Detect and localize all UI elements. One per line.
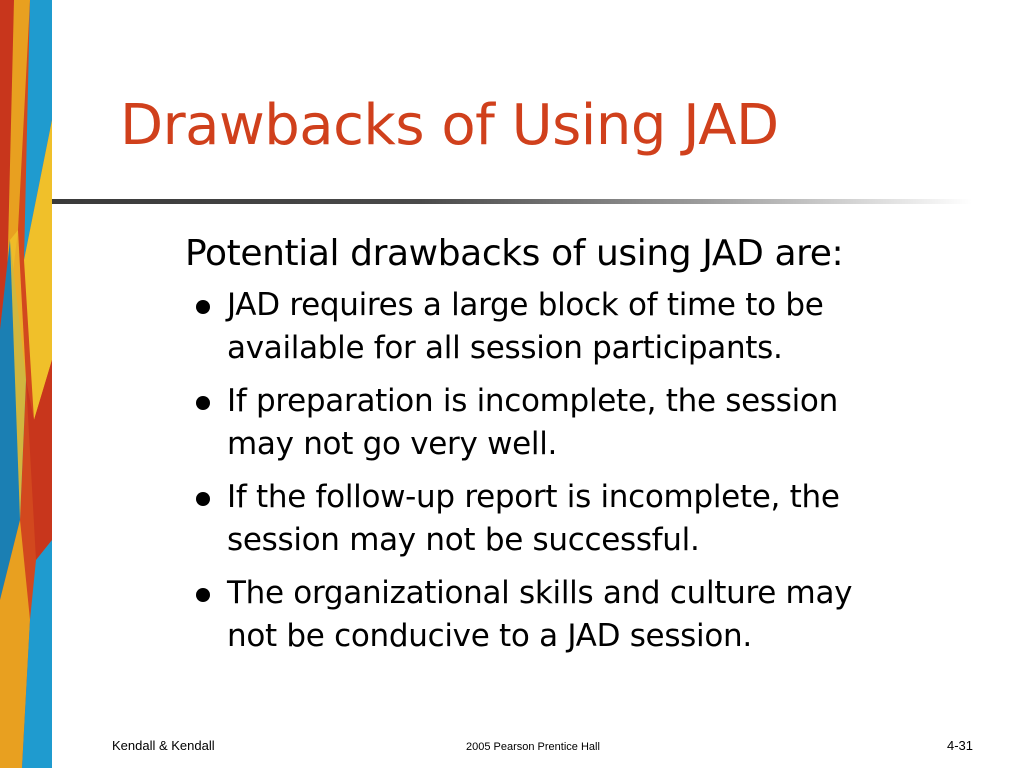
bullet-text: The organizational skills and culture may not be conducive to a JAD session.: [227, 575, 853, 654]
list-item: [185, 476, 975, 562]
bullet-dot-icon: [196, 492, 210, 506]
bullet-list: [185, 284, 975, 658]
bullet-dot-icon: [196, 588, 210, 602]
intro-text: Potential drawbacks of using JAD are:: [185, 233, 844, 274]
title-divider: [52, 199, 972, 204]
bullet-text: If the follow-up report is incomplete, the session may not be successful.: [227, 479, 840, 558]
bullet-text: JAD requires a large block of time to be available for all session participants.: [227, 287, 824, 366]
list-item: [185, 284, 975, 370]
list-item: [185, 572, 975, 658]
decorative-woven-strip: [0, 0, 52, 768]
footer-copyright: 2005 Pearson Prentice Hall: [466, 741, 600, 753]
footer-page-number: 4-31: [946, 738, 973, 753]
bullet-dot-icon: [196, 300, 210, 314]
bullet-text: If preparation is incomplete, the session may not go very well.: [227, 383, 838, 462]
footer-author: Kendall & Kendall: [112, 738, 215, 753]
slide-body: [185, 230, 975, 668]
woven-pattern-graphic: [0, 0, 52, 768]
bullet-dot-icon: [196, 396, 210, 410]
slide-title: Drawbacks of Using JAD: [120, 93, 779, 158]
list-item: [185, 380, 975, 466]
